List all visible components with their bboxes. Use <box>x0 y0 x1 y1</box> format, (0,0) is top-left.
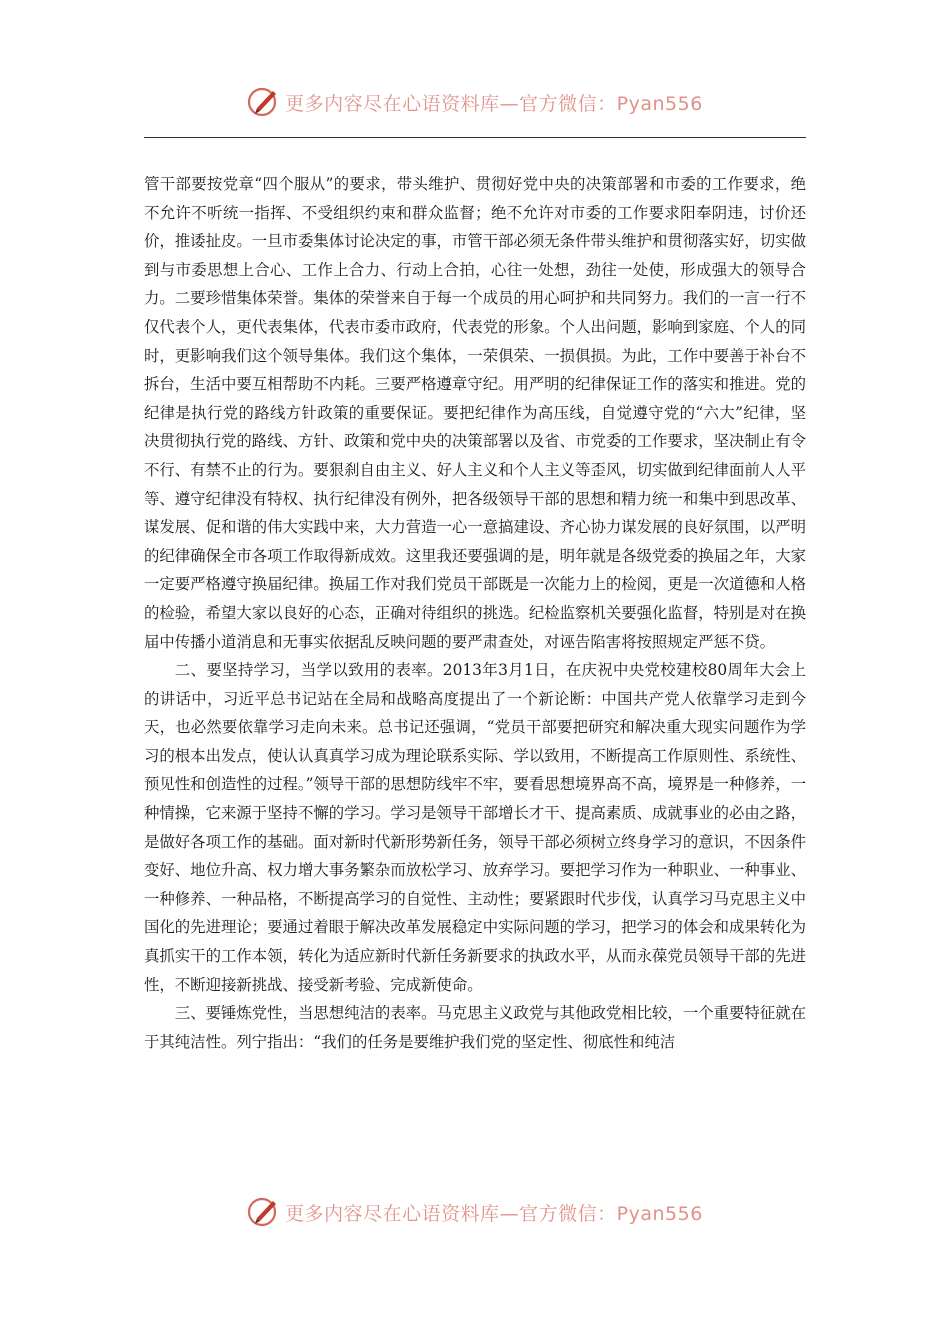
footer-banner-text: 更多内容尽在心语资料库—官方微信：Pyan556 <box>285 1202 703 1225</box>
header-banner-text: 更多内容尽在心语资料库—官方微信：Pyan556 <box>285 92 703 115</box>
paragraph-2: 二、要坚持学习，当学以致用的表率。2013年3月1日，在庆祝中央党校建校80周年大会上的讲话中，习近平总书记站在全局和战略高度提出了一个新论断：中国共产党人依靠学习走到今天，也必然要依靠学习走向未来。总书记还强调，“党员干部要把研究和解决重大现实问题作为学习的根本出发点，使认认真真学习成为理论联系实际、学以致用，不断提高工作原则性、系统性、预见性和创造性的过程。”领导干部的思想防线牢不牢，要看思想境界高不高，境界是一种修养，一种情操，它来源于坚持不懈的学习。学习是领导干部增长才干、提高素质、成就事业的必由之路，是做好各项工作的基础。面对新时代新形势新任务，领导干部必须树立终身学习的意识，不因条件变好、地位升高、权力增大事务繁杂而放松学习、放弃学习。要把学习作为一种职业、一种事业、一种修养、一种品格，不断提高学习的自觉性、主动性；要紧跟时代步伐，认真学习马克思主义中国化的先进理论；要通过着眼于解决改革发展稳定中实际问题的学习，把学习的体会和成果转化为真抓实干的工作本领，转化为适应新时代新任务新要求的执政水平，从而永葆党员领导干部的先进性，不断迎接新挑战、接受新考验、完成新使命。 <box>144 661 806 994</box>
paragraph-1: 管干部要按党章“四个服从”的要求，带头维护、贯彻好党中央的决策部署和市委的工作要求，绝不允许不听统一指挥、不受组织约束和群众监督；绝不允许对市委的工作要求阳奉阴违，讨价还价，推诿扯皮。一旦市委集体讨论决定的事，市管干部必须无条件带头维护和贯彻落实好，切实做到与市委思想上合心、工作上合力、行动上合拍，心往一处想，劲往一处使，形成强大的领导合力。二要珍惜集体荣誉。集体的荣誉来自于每一个成员的用心呵护和共同努力。我们的一言一行不仅代表个人，更代表集体，代表市委市政府，代表党的形象。个人出问题，影响到家庭、个人的同时，更影响我们这个领导集体。我们这个集体，一荣俱荣、一损俱损。为此，工作中要善于补台不拆台，生活中要互相帮助不内耗。三要严格遵章守纪。用严明的纪律保证工作的落实和推进。党的纪律是执行党的路线方针政策的重要保证。要把纪律作为高压线，自觉遵守党的“六大”纪律，坚决贯彻执行党的路线、方针、政策和党中央的决策部署以及省、市党委的工作要求，坚决制止有令不行、有禁不止的行为。要狠刹自由主义、好人主义和个人主义等歪风，切实做到纪律面前人人平等、遵守纪律没有特权、执行纪律没有例外，把各级领导干部的思想和精力统一和集中到思改革、谋发展、促和谐的伟大实践中来，大力营造一心一意搞建设、齐心协力谋发展的良好氛围，以严明的纪律确保全市各项工作取得新成效。这里我还要强调的是，明年就是各级党委的换届之年，大家一定要严格遵守换届纪律。换届工作对我们党员干部既是一次能力上的检阅，更是一次道德和人格的检验，希望大家以良好的心态，正确对待组织的挑选。纪检监察机关要强化监督，特别是对在换届中传播小道消息和无事实依据乱反映问题的要严肃查处，对诬告陷害将按照规定严惩不贷。 <box>144 175 806 651</box>
pen-logo-icon <box>247 1195 281 1229</box>
document-body <box>144 170 806 1056</box>
footer-banner <box>0 1192 950 1232</box>
header-banner <box>0 82 950 122</box>
header-divider <box>144 137 806 138</box>
pen-logo-icon <box>247 85 281 119</box>
paragraph-3: 三、要锤炼党性，当思想纯洁的表率。马克思主义政党与其他政党相比较，一个重要特征就在于其纯洁性。列宁指出：“我们的任务是要维护我们党的坚定性、彻底性和纯洁 <box>144 1004 806 1051</box>
